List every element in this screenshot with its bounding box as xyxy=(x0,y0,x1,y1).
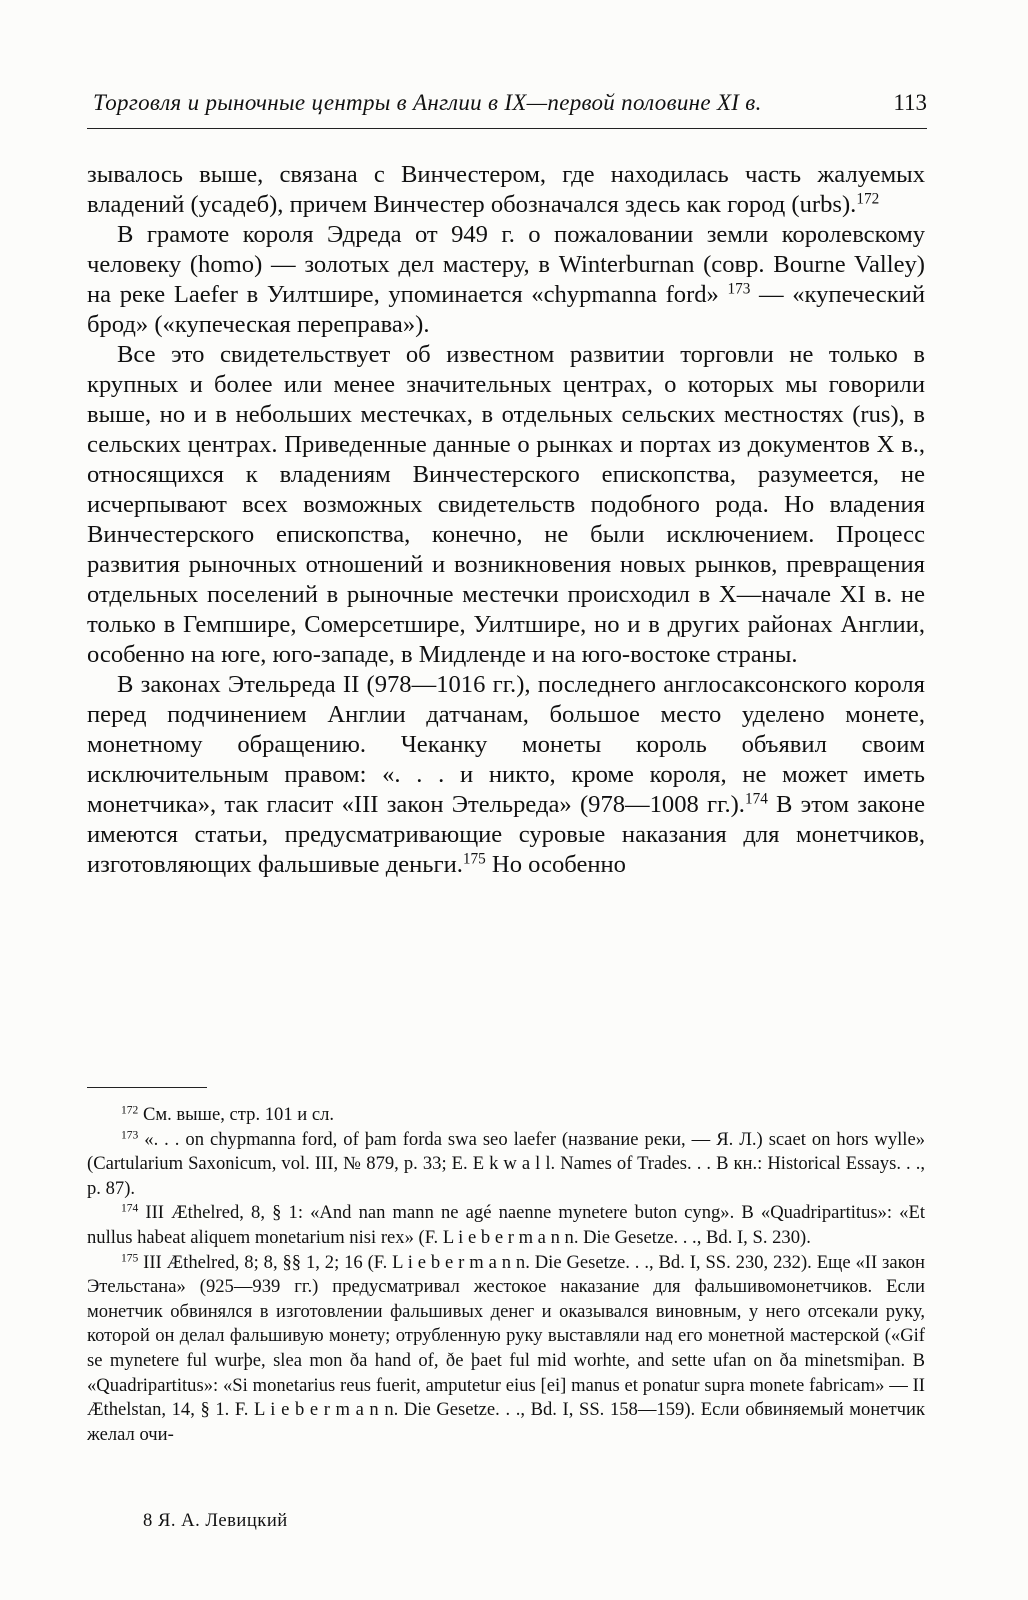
footnote-ref: 175 xyxy=(462,850,486,868)
footnote: $^{175}$ III Æthelred, 8; 8, §§ 1, 2; 16 (F. L i e b e r m a n n. Die Gesetze. . ., Bd. I, SS. 230, 232). Еще «II закон Этельстана» (925—939 гг.) предусматривал жестокое наказание для фальшивомонетчиков. Если монетчик обвинялся в изготовлении фальшивых денег и оказывался виновным, у него отсекали руку, которой он делал фальшивую монету; отрубленную руку выставляли над его монетной мастерской («Gif se mynetere ful wurþe, slea mon ða hand of, ðe þaet ful mid worhte, and sette ufan on ða minetsmiþan. В «Quadripartitus»: «Si monetarius reus fuerit, amputetur eius [ei] manus et ponatur supra monete fabricam» — II Æthelstan, 14, § 1. F. L i e b e r m a n n. Die Gesetze. . ., Bd. I, SS. 158—159). Если обвиняемый монетчик желал очи- xyxy=(87,1251,925,1445)
footnote-divider xyxy=(87,1087,207,1088)
footnote-ref: 172 xyxy=(856,190,880,208)
footnote-ref: 173 xyxy=(727,280,751,298)
paragraph: В законах Этельреда II (978—1016 гг.), последнего англосаксонского короля перед подчинением Англии датчанам, большое место уделено монете, монетному обращению. Чеканку монеты король объявил своим исключительным правом: «. . . и никто, кроме короля, не может иметь монетчика», так гласит «III закон Этельреда» (978—1008 гг.).$^{174}$ В этом законе имеются статьи, предусматривающие суровые наказания для монетчиков, изготовляющих фальшивые деньги.$^{175}$ Но особенно xyxy=(87,671,925,878)
footnote-number: 172 xyxy=(121,1104,139,1117)
main-text xyxy=(87,160,925,880)
signature-mark: 8 Я. А. Левицкий xyxy=(143,1510,288,1531)
footnote-number: 173 xyxy=(121,1129,139,1142)
paragraph: Все это свидетельствует об известном развитии торговли не только в крупных и более или менее значительных центрах, о которых мы говорили выше, но и в небольших местечках, в отдельных сельских местностях (rus), в сельских центрах. Приведенные данные о рынках и портах из документов X в., относящихся к владениям Винчестерского епископства, разумеется, не исчерпывают всех возможных свидетельств подобного рода. Но владения Винчестерского епископства, конечно, не были исключением. Процесс развития рыночных отношений и возникновения новых рынков, превращения отдельных поселений в рыночные местечки происходил в X—начале XI в. не только в Гемпшире, Сомерсетшире, Уилтшире, но и в других районах Англии, особенно на юге, юго-западе, в Мидленде и на юго-востоке страны. xyxy=(87,341,925,668)
paragraph: В грамоте короля Эдреда от 949 г. о пожаловании земли королевскому человеку (homo) — золотых дел мастеру, в Winterburnan (совр. Bourne Valley) на реке Laefer в Уилтшире, упоминается «chypmanna ford» $^{173}$ — «купеческий брод» («купеческая переправа»). xyxy=(87,221,925,338)
footnote-number: 174 xyxy=(121,1203,139,1216)
footnote: $^{173}$ «. . . on chypmanna ford, of þam forda swa seo laefer (название реки, — Я. Л.) scaet on hors wylle» (Cartularium Saxonicum, vol. III, № 879, p. 33; E. E k w a l l. Names of Trades. . . В кн.: Historical Essays. . ., p. 87). xyxy=(87,1128,926,1199)
footnote: $^{172}$ См. выше, стр. 101 и сл. xyxy=(121,1104,335,1125)
footnote: $^{174}$ III Æthelred, 8, § 1: «And nan mann ne agé naenne mynetere buton cyng». В «Quadripartitus»: «Et nullus habeat aliquem monetarium nisi rex» (F. L i e b e r m a n n. Die Gesetze. . ., Bd. I, S. 230). xyxy=(87,1202,926,1248)
footnote-ref: 174 xyxy=(744,790,768,808)
footnotes xyxy=(87,1103,925,1447)
page-number: 113 xyxy=(893,90,927,115)
paragraph: зывалось выше, связана с Винчестером, где находилась часть жалуемых владений (усадеб), причем Винчестер обозначался здесь как город (urbs).$^{172}$ xyxy=(87,161,925,218)
running-header xyxy=(87,88,927,129)
running-title: Торговля и рыночные центры в Англии в IX—первой половине XI в. xyxy=(93,90,762,115)
footnote-number: 175 xyxy=(121,1252,139,1265)
